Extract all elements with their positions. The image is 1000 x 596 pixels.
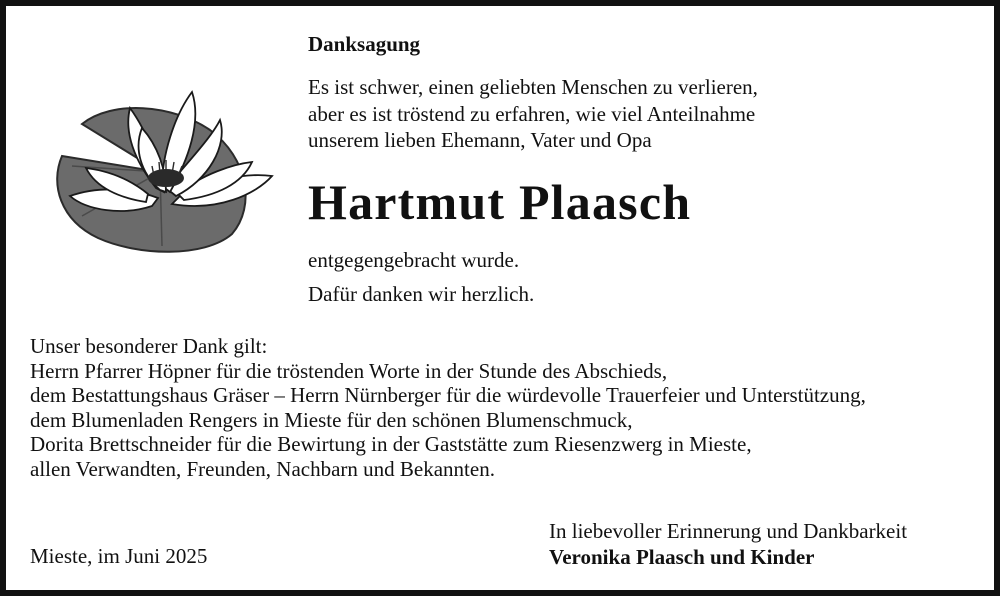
deceased-name: Hartmut Plaasch [308,174,692,230]
special-thanks-line: Dorita Brettschneider für die Bewirtung in der Gaststätte zum Riesenzwerg in Mieste, [30,432,752,456]
notice-heading: Danksagung [308,32,421,56]
water-lily-icon [42,86,278,256]
closing-block [549,518,907,570]
place-date: Mieste, im Juni 2025 [30,544,208,568]
special-thanks-line: allen Verwandten, Freunden, Nachbarn und Bekannten. [30,456,495,481]
intro-line: Es ist schwer, einen geliebten Menschen zu verlieren, [308,75,758,99]
signers: Veronika Plaasch und Kinder [549,545,815,569]
intro-line: aber es ist tröstend zu erfahren, wie viel Anteilnahme [308,101,756,126]
closing-line: In liebevoller Erinnerung und Dankbarkeit [549,519,908,543]
special-thanks-block [30,334,866,481]
after-name-text: entgegengebracht wurde. [308,248,520,272]
special-thanks-line: Unser besonderer Dank gilt: [30,334,268,358]
thanks-text: Dafür danken wir herzlich. [308,282,535,306]
special-thanks-line: Herrn Pfarrer Höpner für die tröstenden Worte in der Stunde des Abschieds, [30,358,668,383]
special-thanks-line: dem Blumenladen Rengers in Mieste für den schönen Blumenschmuck, [30,407,633,432]
special-thanks-line: dem Bestattungshaus Gräser – Herrn Nürnberger für die würdevolle Trauerfeier und Unterstützung, [30,383,866,407]
intro-line: unserem lieben Ehemann, Vater und Opa [308,128,652,152]
intro-text [308,74,758,154]
